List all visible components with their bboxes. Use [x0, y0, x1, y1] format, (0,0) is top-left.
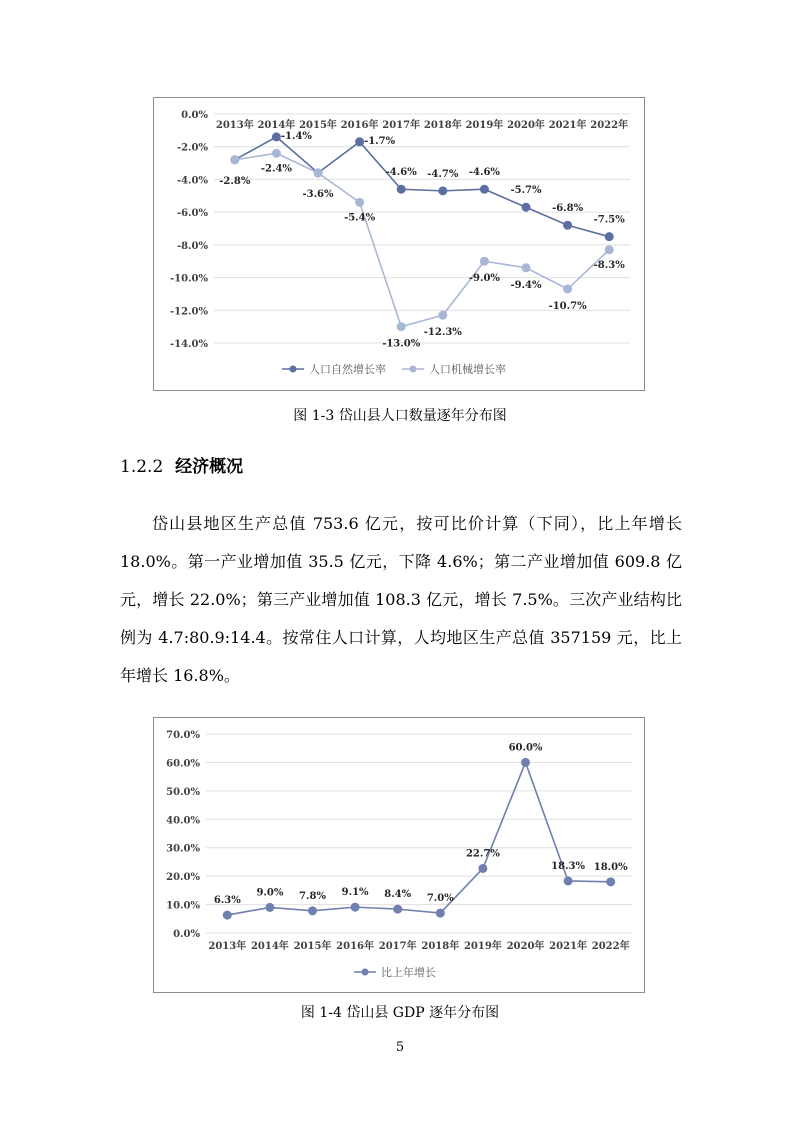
data-point: [230, 155, 239, 164]
data-label: -4.7%: [427, 168, 459, 180]
x-tick-label: 2021年: [548, 120, 587, 131]
gdp-chart-svg: [154, 718, 644, 992]
x-tick-label: 2016年: [336, 941, 375, 952]
data-point: [563, 285, 572, 294]
data-point: [522, 203, 531, 212]
data-point: [355, 198, 364, 207]
x-tick-label: 2018年: [421, 941, 460, 952]
data-point: [308, 906, 317, 915]
x-tick-label: 2015年: [299, 120, 337, 131]
x-tick-label: 2017年: [378, 941, 417, 952]
gdp-chart: [153, 717, 645, 993]
data-point: [563, 221, 572, 230]
data-point: [522, 263, 531, 272]
data-label: -4.6%: [385, 167, 417, 179]
y-tick-label: -8.0%: [176, 240, 208, 252]
data-label: -1.4%: [280, 130, 312, 142]
x-tick-label: 2015年: [293, 941, 332, 952]
data-point: [438, 186, 447, 195]
data-label: 6.3%: [213, 895, 241, 907]
y-tick-label: -6.0%: [176, 208, 208, 220]
data-point: [272, 132, 281, 141]
x-tick-label: 2022年: [590, 120, 629, 131]
x-tick-label: 2017年: [382, 120, 421, 131]
data-label: -13.0%: [382, 338, 421, 350]
series-line: [235, 137, 609, 237]
data-point: [438, 311, 447, 320]
data-point: [314, 168, 323, 177]
x-tick-label: 2021年: [549, 941, 588, 952]
economy-paragraph: 岱山县地区生产总值 753.6 亿元，按可比价计算（下同），比上年增长 18.0%。第一产业增加值 35.5 亿元，下降 4.6%；第二产业增加值 609.8 亿元，增长 22.0%；第三产业增加值 108.3 亿元，增长 7.5%。三次产业结构比例为 4.7:80.9:14.4。按常住人口计算，人均地区生产总值 357159 元，比上年增长 16.8%。: [120, 514, 682, 685]
x-tick-label: 2013年: [208, 941, 247, 952]
data-point: [397, 322, 406, 331]
data-label: 7.0%: [426, 893, 454, 905]
x-tick-label: 2022年: [591, 941, 630, 952]
data-point: [605, 232, 614, 241]
data-point: [355, 137, 364, 146]
legend-label: 人口机械增长率: [429, 363, 506, 376]
data-point: [393, 905, 402, 914]
data-label: -9.0%: [468, 273, 500, 285]
population-chart: [153, 97, 645, 391]
legend-marker: [290, 366, 297, 373]
y-tick-label: -4.0%: [176, 175, 208, 187]
data-point: [272, 149, 281, 158]
data-point: [521, 758, 530, 767]
y-tick-label: 0.0%: [173, 929, 200, 940]
data-label: -7.5%: [593, 214, 625, 226]
data-label: -2.8%: [219, 175, 251, 187]
data-label: -9.4%: [510, 279, 542, 291]
data-point: [478, 864, 487, 873]
data-point: [605, 245, 614, 254]
y-tick-label: 70.0%: [166, 730, 200, 741]
data-point: [606, 877, 615, 886]
series-line: [227, 762, 610, 915]
data-label: -5.4%: [344, 212, 376, 224]
figure-1-4-caption: 图 1-4 岱山县 GDP 逐年分布图: [300, 1005, 500, 1021]
data-label: -8.3%: [593, 259, 625, 271]
data-point: [480, 257, 489, 266]
data-label: -12.3%: [423, 327, 462, 339]
x-tick-label: 2019年: [465, 120, 504, 131]
data-label: -5.7%: [510, 185, 542, 197]
data-point: [564, 876, 573, 885]
x-tick-label: 2014年: [250, 941, 289, 952]
y-tick-label: -2.0%: [176, 142, 208, 154]
data-point: [223, 911, 232, 920]
data-label: 9.1%: [341, 887, 369, 899]
data-label: -3.6%: [302, 188, 334, 200]
y-tick-label: -14.0%: [169, 339, 208, 350]
section-title: 经济概况: [175, 457, 244, 477]
page-number: 5: [395, 1040, 405, 1055]
y-tick-label: -10.0%: [169, 273, 208, 285]
data-label: -2.4%: [260, 163, 292, 175]
x-tick-label: 2020年: [507, 120, 545, 131]
population-chart-svg: [154, 98, 644, 390]
x-tick-label: 2016年: [340, 120, 379, 131]
data-label: 8.4%: [384, 889, 412, 901]
x-tick-label: 2020年: [506, 941, 545, 952]
legend-label: 比上年增长: [381, 966, 436, 979]
legend-marker: [362, 969, 369, 976]
x-tick-label: 2014年: [257, 120, 296, 131]
legend-label: 人口自然增长率: [309, 363, 386, 376]
y-tick-label: 10.0%: [166, 900, 200, 912]
data-point: [480, 185, 489, 194]
data-point: [436, 909, 445, 918]
data-label: -4.6%: [468, 167, 500, 179]
section-number: 1.2.2: [120, 457, 164, 477]
y-tick-label: 0.0%: [181, 110, 208, 121]
x-tick-label: 2019年: [463, 941, 502, 952]
data-point: [351, 903, 360, 912]
section-heading: [120, 452, 243, 477]
y-tick-label: 60.0%: [166, 758, 200, 770]
x-tick-label: 2013年: [215, 120, 254, 131]
legend-marker: [410, 366, 417, 373]
data-label: 9.0%: [256, 887, 284, 899]
data-label: 18.0%: [593, 861, 628, 873]
data-label: -10.7%: [548, 301, 587, 313]
data-label: 18.3%: [551, 860, 586, 872]
y-tick-label: 40.0%: [166, 815, 200, 827]
y-tick-label: 20.0%: [166, 872, 200, 884]
data-label: 60.0%: [508, 742, 543, 754]
data-point: [397, 185, 406, 194]
y-tick-label: 50.0%: [166, 786, 200, 798]
figure-1-3-caption: 图 1-3 岱山县人口数量逐年分布图: [293, 408, 507, 424]
data-label: -6.8%: [552, 203, 584, 215]
y-tick-label: 30.0%: [166, 843, 200, 855]
data-label: 7.8%: [299, 890, 326, 902]
y-tick-label: -12.0%: [169, 306, 208, 318]
x-tick-label: 2018年: [423, 120, 462, 131]
data-label: 22.7%: [465, 848, 500, 860]
data-label: -1.7%: [364, 135, 396, 147]
data-point: [265, 903, 274, 912]
